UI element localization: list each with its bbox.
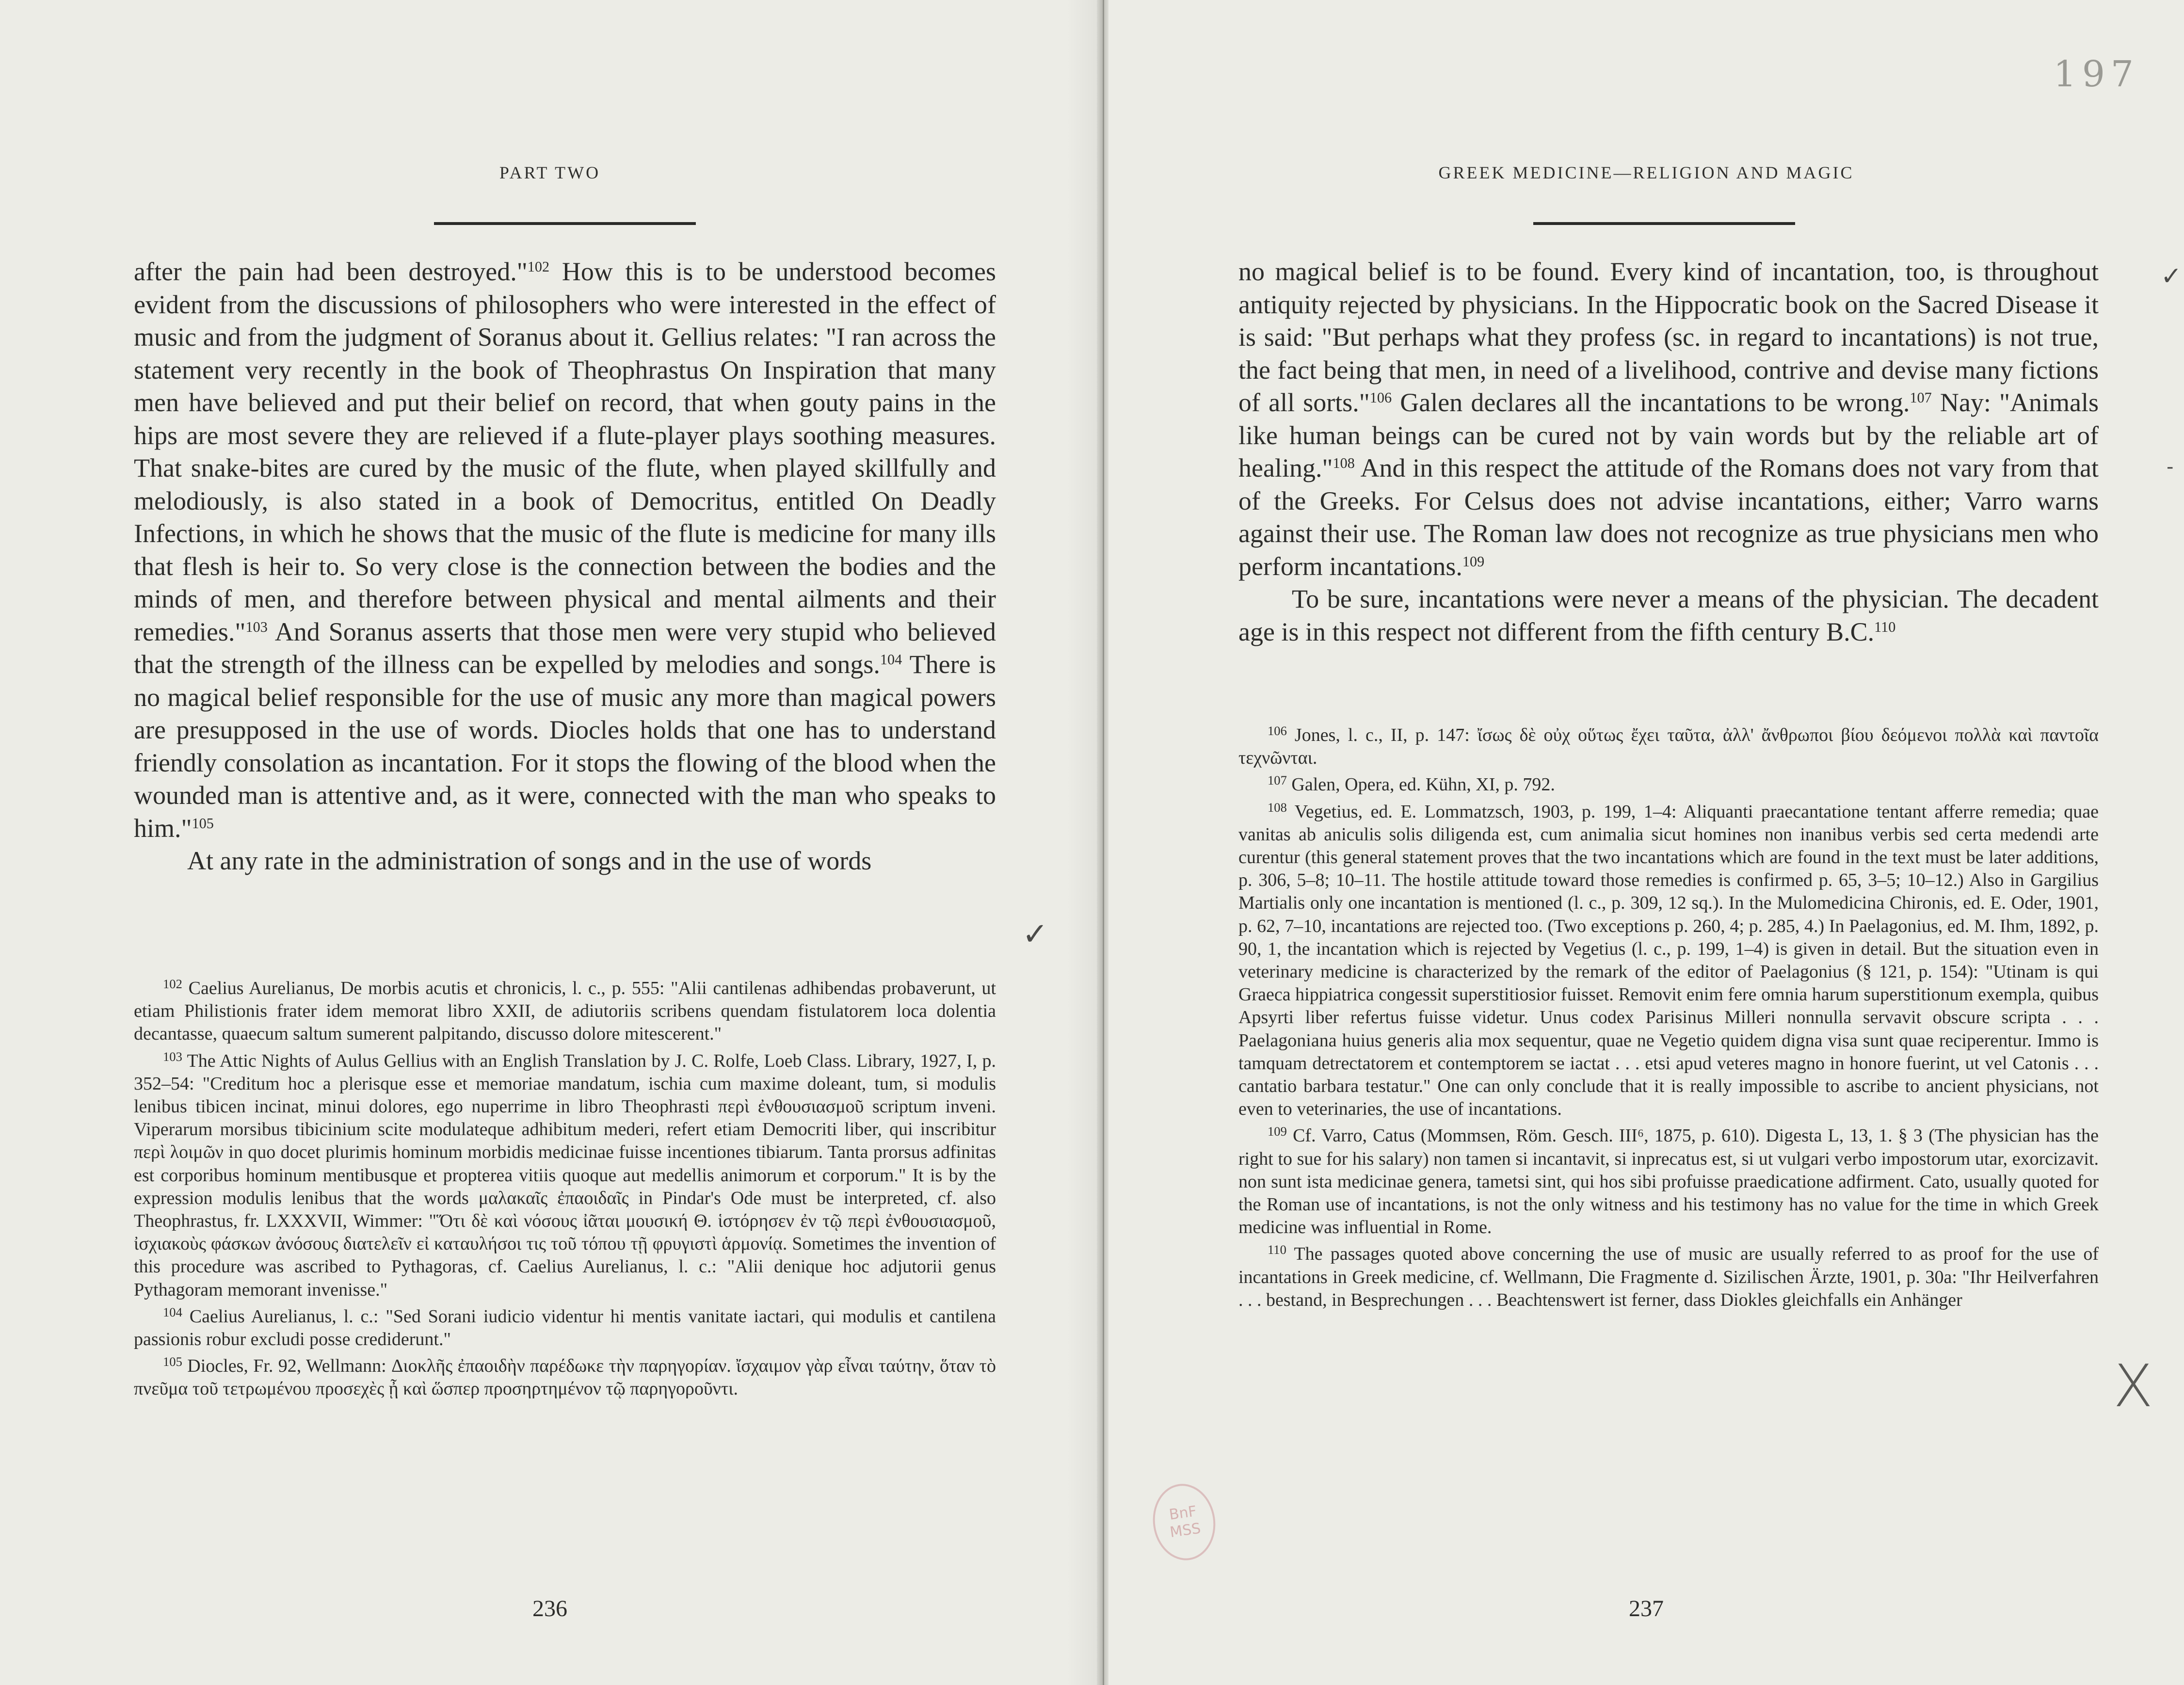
left-running-head: PART TWO bbox=[499, 163, 601, 182]
text-run: Nay: "Animals like human beings can be cured not by vain words but by the reliable art of healing." bbox=[1238, 388, 2099, 482]
margin-dash-mark: - bbox=[2167, 456, 2174, 478]
right-body-text bbox=[1238, 256, 2099, 648]
footnote-text: The Attic Nights of Aulus Gellius with an English Translation by J. C. Rolfe, Loeb Class. Library, 1927, I, p. 352–54: "Creditum hoc a plerisque esse et memoriae mandatum, ischia cum maxime doleant, tum, si modulis lenibus tibicen incinat, minui dolores, ego nuperrime in libro Theophrasti περὶ ἐνθουσιασμοῦ scriptum inveni. Viperarum morsibus tibicinium scite modulateque adhibitum mederi, refert etiam Democriti liber, qui inscribitur περὶ λοιμῶν in quo docet plurimis hominum morbidis medicinae fuisse incentiones tibiarum. Tanta prorsus adfinitas est corporibus hominum mentibusque et propterea vitiis quoque aut medellis animorum et corporum." It is by the expression modulis lenibus that the words μαλακαῖς ἐπαοιδαῖς in Pindar's Ode must be interpreted, cf. also Theophrastus, fr. LXXXVII, Wimmer: "Ὅτι δὲ καὶ νόσους ἰᾶται μουσική Θ. ἱστόρησεν ἐν τῷ περὶ ἐνθουσιασμοῦ, ἰσχιακοὺς φάσκων ἀνόσους διατελεῖν εἰ καταυλήσοι τις τοῦ τόπου τῇ φρυγιστὶ ἁρμονίᾳ. Sometimes the invention of this procedure was ascribed to Pythagoras, cf. Caelius Aurelianus, l. c.: "Alii denique hoc adjutorii genus Pythagoram memorant invenisse." bbox=[134, 1050, 996, 1300]
right-running-head: GREEK MEDICINE—RELIGION AND MAGIC bbox=[1438, 163, 1854, 182]
footnote-text: The passages quoted above concerning the use of music are usually referred to as proof for the use of incantations in Greek medicine, cf. Wellmann, Die Fragmente d. Sizilischen Ärzte, 1901, p. 30a: "Ihr Heilverfahren . . . bestand, in Besprechungen . . . Beachtenswert ist ferner, dass Diokles gleichfalls ein Anhänger bbox=[1238, 1244, 2099, 1310]
book-spine bbox=[1097, 0, 1109, 1685]
text-run: no magical belief is to be found. Every kind of incantation, too, is throughout antiquity rejected by physicians. In the Hippocratic book on the Sacred Disease it is said: "But perhaps what they profess (sc. in regard to incantations) is not true, the fact being that men, in need of a livelihood, contrive and devise many fictions of all sorts." bbox=[1238, 257, 2099, 417]
footnote bbox=[1238, 801, 2099, 1121]
footnote-number: 102 bbox=[163, 977, 182, 992]
footnote-number: 105 bbox=[163, 1354, 182, 1369]
text-run: There is no magical belief responsible for the use of music any more than magical powers are presupposed in the use of words. Diocles holds that one has to understand friendly consolation as incantation. For it stops the flowing of the blood when the wounded man is attentive and, as it were, connected with the man who speaks to him." bbox=[134, 650, 996, 843]
folio-stamp: 197 bbox=[2053, 53, 2139, 95]
footnote bbox=[1238, 1124, 2099, 1239]
footnote-reference: 103 bbox=[245, 618, 268, 635]
footnote-reference: 108 bbox=[1333, 454, 1355, 471]
footnote-text: Caelius Aurelianus, De morbis acutis et chronicis, l. c., p. 555: "Alii cantilenas adhibendas probaverunt, ut etiam Philistionis frater idem memorat libro XXII, de adiutoriis scribens quendam fistulatorem loca dolentia decantasse, quaecum saltum sumerent palpitando, discusso dolore mitescerent." bbox=[134, 978, 996, 1044]
left-footnotes bbox=[134, 977, 996, 1405]
footnote-reference: 110 bbox=[1874, 618, 1896, 635]
footnote-text: Caelius Aurelianus, l. c.: "Sed Sorani iudicio videntur hi mentis vanitate iactari, qui modulis et cantilena passionis robur excludi posse crediderunt." bbox=[134, 1306, 996, 1350]
footnote bbox=[1238, 773, 2099, 796]
left-body-text bbox=[134, 256, 996, 878]
footnote-number: 103 bbox=[163, 1049, 182, 1064]
left-head-rule bbox=[434, 222, 696, 225]
margin-cross-mark: X bbox=[2113, 1353, 2153, 1420]
right-head-rule bbox=[1533, 222, 1795, 225]
text-run: And Soranus asserts that those men were very stupid who believed that the strength of the illness can be expelled by melodies and songs. bbox=[134, 617, 996, 679]
footnote-text: Cf. Varro, Catus (Mommsen, Röm. Gesch. III⁶, 1875, p. 610). Digesta L, 13, 1. § 3 (The physician has the right to sue for his salary) non tamen si incantavit, si inprecatus est, si ut vulgari verbo impostorum utar, exorcizavit. non sunt ista medicinae genera, tametsi sint, qui hos sibi profuisse praedicatione adfirment. Cato, usually quoted for the Roman use of incantations, is not the only witness and his testimony has no value for the time in which Greek medicine was influential in Rome. bbox=[1238, 1125, 2099, 1238]
text-run: To be sure, incantations were never a means of the physician. The decadent age is in this respect not different from the fifth century B.C. bbox=[1238, 584, 2099, 646]
footnote-text: Jones, l. c., II, p. 147: ἴσως δὲ οὐχ οὕτως ἔχει ταῦτα, ἀλλ' ἄνθρωποι βίου δεόμενοι πολλὰ καὶ παντοῖα τεχνῶνται. bbox=[1238, 725, 2099, 769]
body-paragraph bbox=[134, 845, 996, 878]
footnote-reference: 109 bbox=[1462, 553, 1485, 570]
footnote-reference: 107 bbox=[1910, 389, 1932, 406]
footnote bbox=[134, 1355, 996, 1400]
footnote-text: Galen, Opera, ed. Kühn, XI, p. 792. bbox=[1291, 774, 1555, 795]
text-run: Galen declares all the incantations to be wrong. bbox=[1392, 388, 1910, 417]
footnote-text: Diocles, Fr. 92, Wellmann: Διοκλῆς ἐπαοιδὴν παρέδωκε τὴν παρηγορίαν. ἴσχαιμον γὰρ εἶναι ταύτην, ὅταν τὸ πνεῦμα τοῦ τετρωμένου προσεχὲς ᾖ καὶ ὥσπερ προσηρτημένον τῷ παρηγοροῦντι. bbox=[134, 1356, 996, 1399]
footnote-reference: 102 bbox=[527, 258, 550, 275]
footnote bbox=[134, 977, 996, 1046]
right-page-number: 237 bbox=[1629, 1596, 1664, 1621]
footnote-number: 107 bbox=[1268, 773, 1287, 788]
footnote-reference: 105 bbox=[192, 815, 214, 832]
right-page bbox=[1108, 0, 2184, 1685]
footnote bbox=[1238, 1243, 2099, 1312]
footnote-number: 108 bbox=[1268, 800, 1287, 815]
footnote bbox=[134, 1305, 996, 1351]
footnote bbox=[1238, 724, 2099, 770]
margin-check-mark: ✓ bbox=[1022, 916, 1048, 952]
right-footnotes bbox=[1238, 724, 2099, 1316]
footnote-number: 106 bbox=[1268, 723, 1287, 738]
left-page-number: 236 bbox=[532, 1596, 567, 1621]
body-paragraph bbox=[1238, 583, 2099, 648]
gutter-shadow bbox=[1067, 0, 1100, 1685]
footnote bbox=[134, 1050, 996, 1301]
text-run: after the pain had been destroyed." bbox=[134, 257, 528, 286]
footnote-reference: 104 bbox=[880, 651, 902, 668]
footnote-number: 110 bbox=[1268, 1242, 1286, 1257]
text-run: How this is to be understood becomes evident from the discussions of philosophers who were interested in the effect of music and from the judgment of Soranus about it. Gellius relates: "I ran across the statement very recently in the book of Theophrastus On Inspiration that many men have believed and put their belief on record, that when gouty pains in the hips are most severe they are relieved if a flute-player plays soothing measures. That snake-bites are cured by the music of the flute, when played skillfully and melodiously, is also stated in a book of Democritus, entitled On Deadly Infections, in which he shows that the music of the flute is medicine for many ills that flesh is heir to. So very close is the connection between the bodies and the minds of men, and therefore between physical and mental ailments and their remedies." bbox=[134, 257, 996, 646]
text-run: And in this respect the attitude of the Romans does not vary from that of the Greeks. For Celsus does not advise incantations, either; Varro warns against their use. The Roman law does not recognize as true physicians men who perform incantations. bbox=[1238, 453, 2099, 581]
margin-check-mark: ✓ bbox=[2161, 262, 2182, 291]
footnote-reference: 106 bbox=[1369, 389, 1392, 406]
library-stamp: BnF MSS bbox=[1148, 1480, 1220, 1564]
footnote-number: 109 bbox=[1268, 1124, 1287, 1139]
body-paragraph bbox=[1238, 256, 2099, 583]
footnote-number: 104 bbox=[163, 1304, 182, 1319]
body-paragraph bbox=[134, 256, 996, 845]
text-run: At any rate in the administration of songs and in the use of words bbox=[187, 846, 872, 875]
footnote-text: Vegetius, ed. E. Lommatzsch, 1903, p. 199, 1–4: Aliquanti praecantatione tentant afferre remedia; quae vanitas ab aniculis solis diligenda est, cum animalia sicut homines non inanibus verbis sed certa medendi arte curentur (this general statement proves that the two incantations which are found in the text must be later additions, p. 306, 5–8; 10–11. The hostile attitude toward those remedies is confirmed p. 65, 3–5; 10–12.) Also in Gargilius Martialis only one incantation is mentioned (l. c., p. 309, 12 sq.). In the Mulomedicina Chironis, ed. E. Oder, 1901, p. 62, 7–10, incantations are rejected too. (Two exceptions p. 260, 4; p. 285, 4.) In Paelagonius, ed. M. Ihm, 1892, p. 90, 1, the incantation which is rejected by Vegetius (l. c., p. 199, 1–4) is given in detail. But the situation even in veterinary medicine is characterized by the remark of the editor of Paelagonius (§ 121, p. 154): "Utinam is qui Graeca hippiatrica congessit superstitiosior fuisset. Removit enim fere omnia harum superstitionum exempla, quibus Apsyrti liber refertus fuisse videtur. Unus codex Parisinus Milleri nonnulla servavit obscure scripta . . . Paelagoniana huius generis alia mox sequentur, quae ne Vegetio quidem digna visa sunt quae reciperentur. Immo is tamquam detrectatorem et contemptorem se iactat . . . etsi apud veteres magno in honore fuerint, ut vel Catonis . . . cantatio barbara testatur." One can only conclude that it is really impossible to ascribe to ancient physicians, not even to veterinaries, the use of incantations. bbox=[1238, 801, 2099, 1120]
